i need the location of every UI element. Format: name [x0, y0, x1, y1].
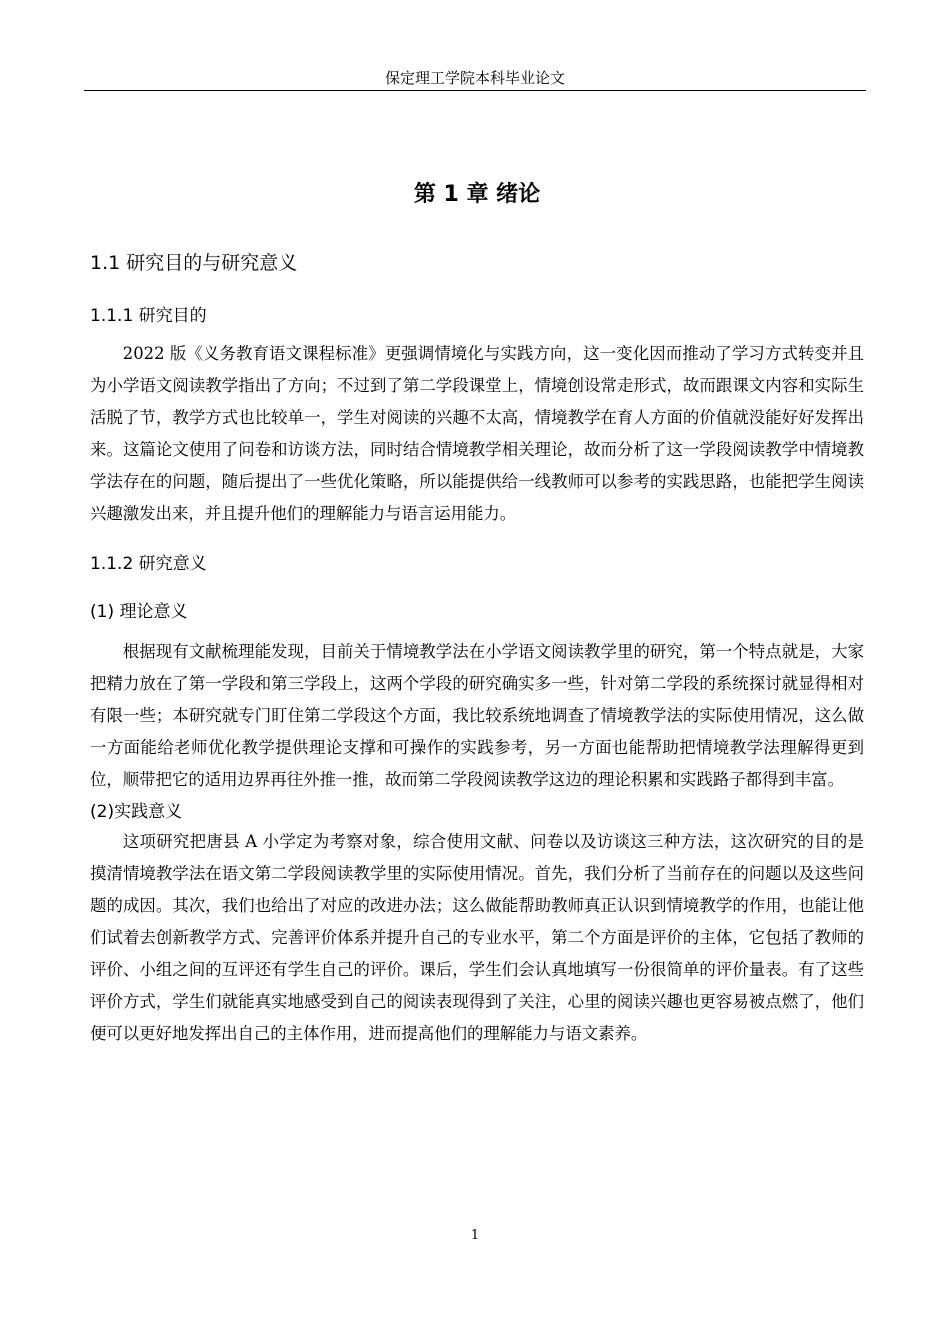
page-body — [90, 170, 864, 1050]
running-header — [84, 68, 866, 91]
running-header-title: 保定理工学院本科毕业论文 — [384, 69, 565, 87]
subheading-practice-significance: (2)实践意义 — [90, 802, 183, 822]
practice-significance-paragraph: 这项研究把唐县 A 小学定为考察对象，综合使用文献、问卷以及访谈这三种方法，这次研究的目的是摸清情境教学法在语文第二学段阅读教学里的实际使用情况。首先，我们分析了当前存在的问题以及这些问题的成因。其次，我们也给出了对应的改进办法；这么做能帮助教师真正认识到情境教学的作用，也能让他们试着去创新教学方式、完善评价体系并提升自己的专业水平，第二个方面是评价的主体，它包括了教师的评价、小组之间的互评还有学生自己的评价。课后，学生们会认真地填写一份很简单的评价量表。有了这些评价方式，学生们就能真实地感受到自己的阅读表现得到了关注，心里的阅读兴趣也更容易被点燃了，他们便可以更好地发挥出自己的主体作用，进而提高他们的理解能力与语文素养。 — [90, 832, 864, 1043]
chapter-title: 第 1 章 绪论 — [413, 182, 541, 207]
subheading-theory-significance: (1) 理论意义 — [90, 602, 188, 622]
section-heading-1-1: 1.1 研究目的与研究意义 — [90, 252, 298, 274]
page-number: 1 — [470, 1228, 480, 1243]
section-heading-1-1-2: 1.1.2 研究意义 — [90, 554, 207, 574]
section-heading-1-1-1: 1.1.1 研究目的 — [90, 306, 207, 326]
theory-significance-paragraph: 根据现有文献梳理能发现，目前关于情境教学法在小学语文阅读教学里的研究，第一个特点就是，大家把精力放在了第一学段和第三学段上，这两个学段的研究确实多一些，针对第二学段的系统探讨就显得相对有限一些；本研究就专门盯住第二学段这个方面，我比较系统地调查了情境教学法的实际使用情况，这么做一方面能给老师优化教学提供理论支撑和可操作的实践参考，另一方面也能帮助把情境教学法理解得更到位，顺带把它的适用边界再往外推一推，故而第二学段阅读教学这边的理论积累和实践路子都得到丰富。 — [90, 642, 864, 789]
research-purpose-paragraph: 2022 版《义务教育语文课程标准》更强调情境化与实践方向，这一变化因而推动了学习方式转变并且为小学语文阅读教学指出了方向；不过到了第二学段课堂上，情境创设常走形式，故而跟课文内容和实际生活脱了节，教学方式也比较单一，学生对阅读的兴趣不太高，情境教学在育人方面的价值就没能好好发挥出来。这篇论文使用了问卷和访谈方法，同时结合情境教学相关理论，故而分析了这一学段阅读教学中情境教学法存在的问题，随后提出了一些优化策略，所以能提供给一线教师可以参考的实践思路，也能把学生阅读兴趣激发出来，并且提升他们的理解能力与语言运用能力。 — [90, 344, 864, 523]
